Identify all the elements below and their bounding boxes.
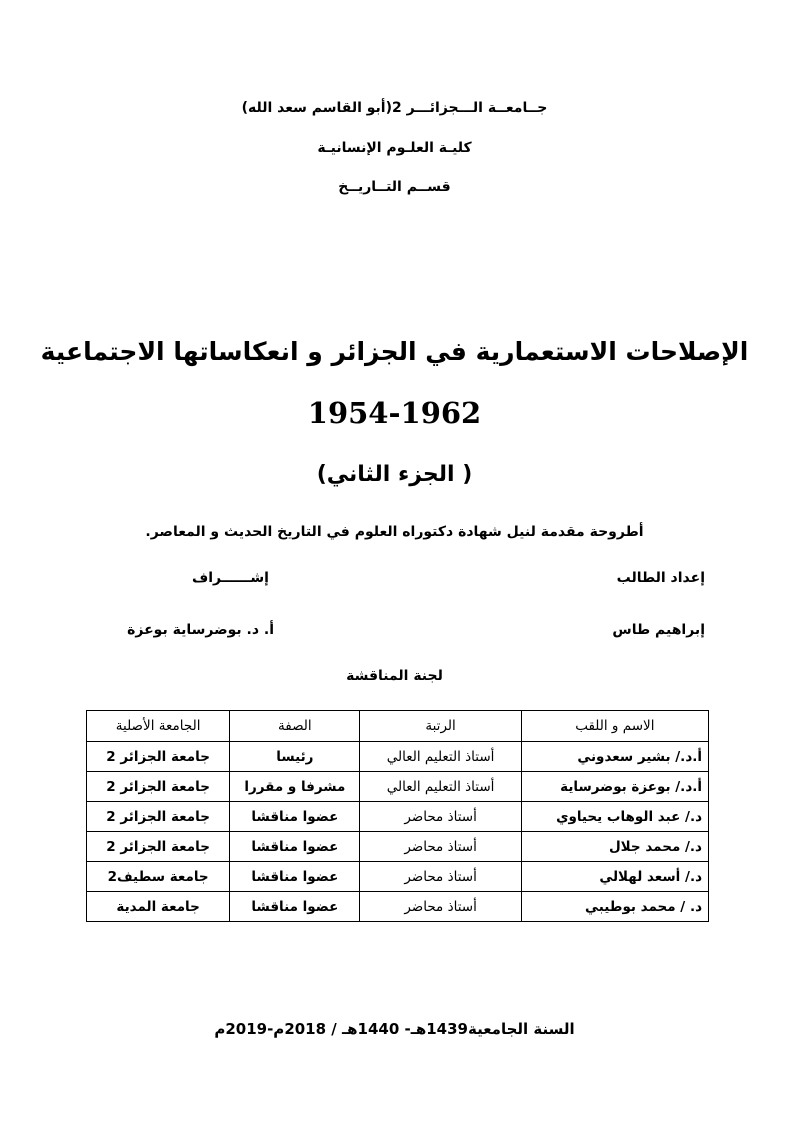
header-university: الجامعة الأصلية — [87, 711, 230, 742]
thesis-years: 1954-1962 — [307, 396, 482, 430]
table-row — [87, 802, 709, 832]
committee-header-row — [87, 711, 709, 742]
table-row — [87, 892, 709, 922]
table-row — [87, 772, 709, 802]
department-name: قســم التــاريــخ — [338, 179, 451, 195]
committee-table — [86, 710, 709, 922]
member-role: عضوا مناقشا — [230, 892, 360, 922]
thesis-title: الإصلاحات الاستعمارية في الجزائر و انعكاساتها الاجتماعية — [40, 337, 749, 366]
member-name: أ.د./ بوعزة بوضرساية — [521, 772, 708, 802]
header-role: الصفة — [230, 711, 360, 742]
supervisor-name: أ. د. بوضرساية بوعزة — [127, 622, 274, 638]
prepared-by-label: إعداد الطالب — [616, 570, 705, 586]
member-name: أ.د./ بشير سعدوني — [521, 742, 708, 772]
table-row — [87, 862, 709, 892]
member-name: د./ عبد الوهاب يحياوي — [521, 802, 708, 832]
member-rank: أستاذ محاضر — [360, 832, 521, 862]
table-row — [87, 832, 709, 862]
member-university: جامعة الجزائر 2 — [87, 802, 230, 832]
supervision-label: إشــــــراف — [191, 570, 269, 586]
member-name: د./ محمد جلال — [521, 832, 708, 862]
member-name: د./ أسعد لهلالي — [521, 862, 708, 892]
university-name: جــامعــة الـــجزائـــر 2(أبو القاسم سعد الله) — [241, 100, 548, 116]
member-rank: أستاذ التعليم العالي — [360, 742, 521, 772]
member-university: جامعة الجزائر 2 — [87, 772, 230, 802]
header-rank: الرتبة — [360, 711, 521, 742]
thesis-description: أطروحة مقدمة لنيل شهادة دكتوراه العلوم في التاريخ الحديث و المعاصر. — [145, 524, 644, 540]
member-rank: أستاذ التعليم العالي — [360, 772, 521, 802]
header-name: الاسم و اللقب — [521, 711, 708, 742]
member-role: رئيسا — [230, 742, 360, 772]
member-role: مشرفا و مقررا — [230, 772, 360, 802]
member-university: جامعة الجزائر 2 — [87, 742, 230, 772]
member-name: د. / محمد بوطيبي — [521, 892, 708, 922]
member-role: عضوا مناقشا — [230, 832, 360, 862]
committee-title: لجنة المناقشة — [346, 668, 443, 684]
member-rank: أستاذ محاضر — [360, 862, 521, 892]
academic-year: السنة الجامعية1439هـ- 1440هـ / 2018م-2019م — [214, 1020, 575, 1038]
thesis-part: ( الجزء الثاني) — [316, 462, 473, 487]
member-role: عضوا مناقشا — [230, 802, 360, 832]
member-rank: أستاذ محاضر — [360, 802, 521, 832]
member-university: جامعة سطيف2 — [87, 862, 230, 892]
table-row — [87, 742, 709, 772]
member-role: عضوا مناقشا — [230, 862, 360, 892]
member-university: جامعة المدية — [87, 892, 230, 922]
member-rank: أستاذ محاضر — [360, 892, 521, 922]
faculty-name: كليـة العلـوم الإنسانيـة — [317, 140, 472, 156]
member-university: جامعة الجزائر 2 — [87, 832, 230, 862]
student-name: إبراهيم طاس — [612, 622, 705, 638]
